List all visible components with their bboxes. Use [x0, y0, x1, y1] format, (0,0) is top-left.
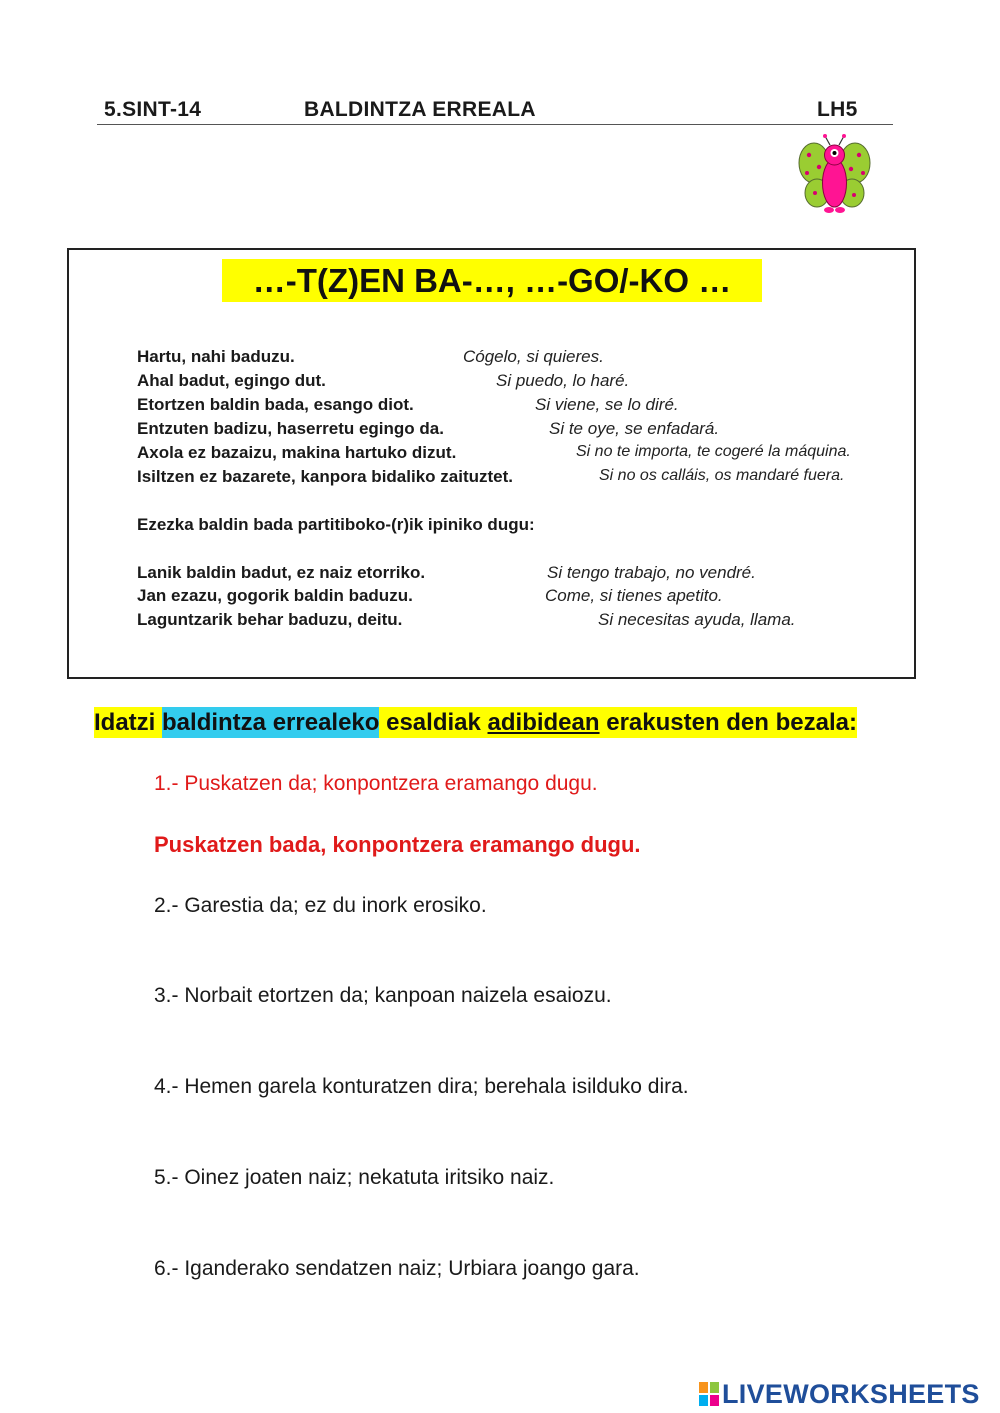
- liveworksheets-logo[interactable]: [698, 1377, 980, 1411]
- example-spanish: Si puedo, lo haré.: [496, 371, 630, 390]
- negative-example-basque: Laguntzarik behar baduzu, deitu.: [137, 610, 403, 629]
- logo-text: LIVEWORKSHEETS: [722, 1378, 980, 1409]
- instruction-highlight-term: baldintza errealeko: [162, 709, 380, 736]
- liveworksheets-logo-icon: [698, 1381, 720, 1407]
- example-basque: Hartu, nahi baduzu.: [137, 347, 295, 366]
- example-spanish: Cógelo, si quieres.: [463, 347, 604, 366]
- example-spanish: Si no os calláis, os mandaré fuera.: [599, 467, 845, 484]
- partitive-rule-note: Ezezka baldin bada partitiboko-(r)ik ipiniko dugu:: [137, 515, 535, 534]
- instruction-part: esaldiak: [379, 709, 488, 736]
- example-answer: Puskatzen bada, konpontzera eramango dugu.: [154, 832, 641, 857]
- worksheet-code: 5.SINT-14: [104, 98, 202, 121]
- exercise-item: 2.- Garestia da; ez du inork erosiko.: [154, 894, 487, 917]
- header-divider: [97, 124, 893, 125]
- worksheet-title: BALDINTZA ERREALA: [304, 98, 536, 121]
- example-spanish: Si te oye, se enfadará.: [549, 419, 720, 438]
- instruction-part: Idatzi: [94, 709, 163, 736]
- exercise-item: 4.- Hemen garela konturatzen dira; berehala isilduko dira.: [154, 1075, 689, 1098]
- example-spanish: Si no te importa, te cogeré la máquina.: [576, 443, 851, 460]
- rule-pattern-title: …-T(Z)EN BA-…, …-GO/-KO …: [222, 259, 762, 302]
- exercise-item: 3.- Norbait etortzen da; kanpoan naizela esaiozu.: [154, 984, 612, 1007]
- exercise-item-example: 1.- Puskatzen da; konpontzera eramango dugu.: [154, 772, 598, 795]
- example-basque: Axola ez bazaizu, makina hartuko dizut.: [137, 443, 457, 462]
- butterfly-mascot-icon: [797, 133, 872, 215]
- negative-example-basque: Jan ezazu, gogorik baldin baduzu.: [137, 586, 413, 605]
- exercise-item: 5.- Oinez joaten naiz; nekatuta iritsiko naiz.: [154, 1166, 555, 1189]
- exercise-item: 6.- Iganderako sendatzen naiz; Urbiara joango gara.: [154, 1257, 640, 1280]
- exercise-instruction: [94, 705, 857, 741]
- negative-example-spanish: Come, si tienes apetito.: [545, 586, 723, 605]
- example-basque: Etortzen baldin bada, esango diot.: [137, 395, 414, 414]
- negative-example-spanish: Si tengo trabajo, no vendré.: [547, 563, 756, 582]
- negative-example-spanish: Si necesitas ayuda, llama.: [598, 610, 796, 629]
- example-basque: Entzuten badizu, haserretu egingo da.: [137, 419, 444, 438]
- instruction-underlined-term: adibidean: [487, 709, 600, 736]
- instruction-part: erakusten den bezala:: [599, 709, 857, 736]
- example-spanish: Si viene, se lo diré.: [535, 395, 679, 414]
- example-basque: Isiltzen ez bazarete, kanpora bidaliko zaituztet.: [137, 467, 513, 486]
- negative-example-basque: Lanik baldin badut, ez naiz etorriko.: [137, 563, 426, 582]
- example-basque: Ahal badut, egingo dut.: [137, 371, 326, 390]
- worksheet-level: LH5: [817, 98, 858, 121]
